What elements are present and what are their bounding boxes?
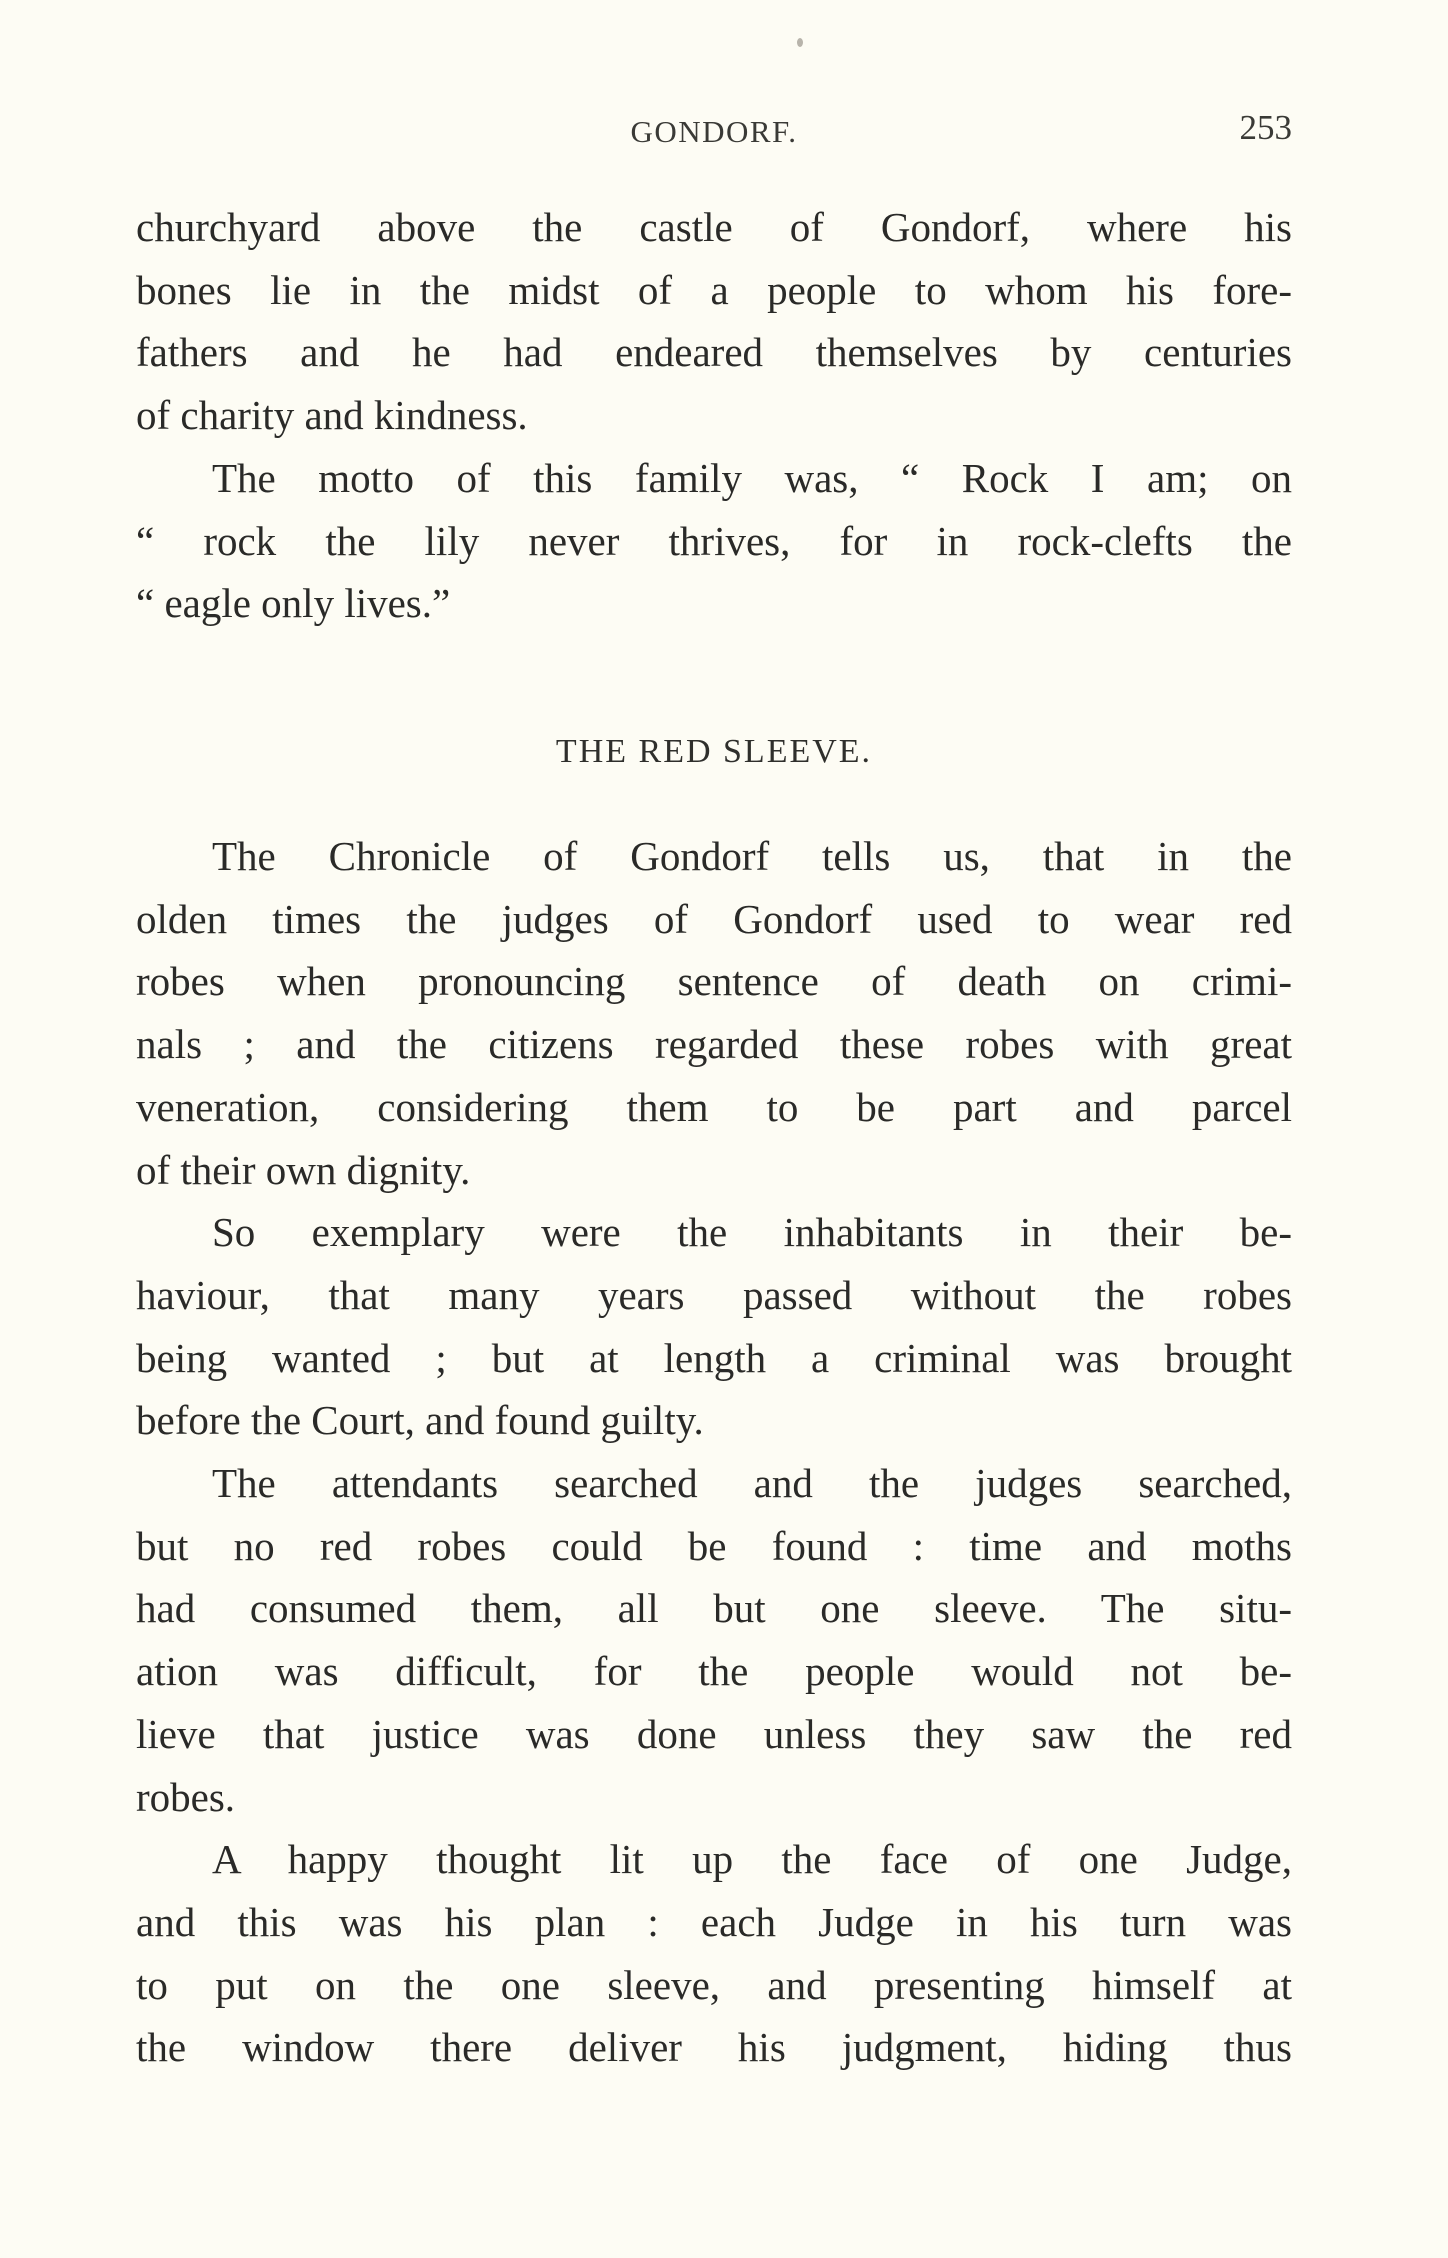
text-line: being wanted ; but at length a criminal was brought — [136, 1334, 1292, 1381]
text-line: lieve that justice was done unless they saw the red — [136, 1710, 1292, 1757]
text-line: veneration, considering them to be part and parcel — [136, 1083, 1292, 1130]
text-line: churchyard above the castle of Gondorf, where his — [136, 204, 1292, 250]
text-line: haviour, that many years passed without the robes — [136, 1271, 1292, 1318]
ink-speck — [797, 38, 803, 47]
text-line: A happy thought lit up the face of one Judge, — [212, 1836, 1292, 1883]
text-line: but no red robes could be found : time and moths — [136, 1522, 1292, 1569]
continued-text — [136, 196, 1292, 635]
text-line: to put on the one sleeve, and presenting himself at — [136, 1961, 1292, 2008]
text-line: and this was his plan : each Judge in his turn was — [136, 1898, 1292, 1945]
paragraph-continued — [136, 196, 1292, 447]
paragraph-chronicle — [136, 825, 1292, 1201]
paragraph-search — [136, 1452, 1292, 1828]
page-number: 253 — [1239, 108, 1292, 147]
text-line: fathers and he had endeared themselves by centuries — [136, 329, 1292, 376]
paragraph-motto — [136, 447, 1292, 635]
text-line: had consumed them, all but one sleeve. The situ- — [136, 1585, 1292, 1632]
text-line: The Chronicle of Gondorf tells us, that in the — [212, 833, 1292, 879]
running-title: GONDORF. — [630, 114, 798, 149]
text-line: ation was difficult, for the people would not be- — [136, 1648, 1292, 1695]
text-line: robes. — [136, 1773, 236, 1820]
text-line: olden times the judges of Gondorf used to wear red — [136, 895, 1292, 942]
running-header — [136, 108, 1292, 158]
paragraph-exemplary — [136, 1201, 1292, 1452]
text-line: So exemplary were the inhabitants in their be- — [212, 1209, 1292, 1256]
text-line: before the Court, and found guilty. — [136, 1397, 704, 1444]
section-heading: THE RED SLEEVE. — [555, 733, 873, 770]
text-line: The attendants searched and the judges searched, — [212, 1460, 1292, 1507]
text-line: nals ; and the citizens regarded these robes with great — [136, 1021, 1292, 1068]
section-text — [136, 825, 1292, 2079]
text-line: robes when pronouncing sentence of death on crimi- — [136, 958, 1292, 1005]
text-line: The motto of this family was, “ Rock I am; on — [212, 454, 1292, 501]
text-line: the window there deliver his judgment, hiding thus — [136, 2024, 1292, 2071]
paragraph-plan — [136, 1828, 1292, 2079]
text-line: “ rock the lily never thrives, for in rock-clefts the — [136, 517, 1292, 564]
text-line: of charity and kindness. — [136, 392, 528, 439]
text-line: “ eagle only lives.” — [136, 580, 451, 627]
text-line: of their own dignity. — [136, 1146, 471, 1193]
text-line: bones lie in the midst of a people to whom his fore- — [136, 266, 1292, 313]
